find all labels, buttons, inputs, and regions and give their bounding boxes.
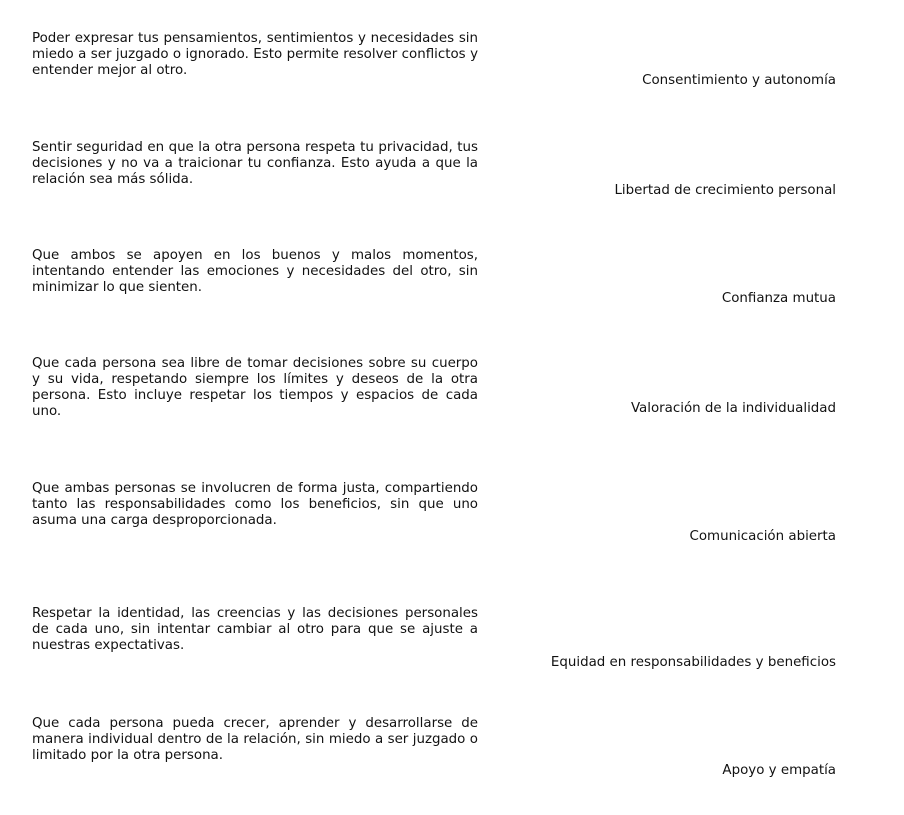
description-1: Poder expresar tus pensamientos, sentimientos y necesidades sin miedo a ser juzgado o ignorado. Esto permite resolver conflictos y entender mejor al otro. <box>32 31 478 78</box>
term-5: Comunicación abierta <box>689 529 836 544</box>
term-7: Apoyo y empatía <box>722 763 836 778</box>
term-3: Confianza mutua <box>721 291 836 306</box>
description-6: Respetar la identidad, las creencias y las decisiones personales de cada uno, sin intentar cambiar al otro para que se ajuste a nuestras expectativas. <box>32 606 478 653</box>
term-4: Valoración de la individualidad <box>630 401 836 416</box>
term-2: Libertad de crecimiento personal <box>614 183 836 198</box>
description-3: Que ambos se apoyen en los buenos y malos momentos, intentando entender las emociones y necesidades del otro, sin minimizar lo que sienten. <box>32 248 478 295</box>
description-4: Que cada persona sea libre de tomar decisiones sobre su cuerpo y su vida, respetando siempre los límites y deseos de la otra persona. Esto incluye respetar los tiempos y espacios de cada uno. <box>32 356 478 419</box>
term-6: Equidad en responsabilidades y beneficios <box>550 655 836 670</box>
description-7: Que cada persona pueda crecer, aprender y desarrollarse de manera individual dentro de la relación, sin miedo a ser juzgado o limitado por la otra persona. <box>32 716 478 763</box>
term-1: Consentimiento y autonomía <box>642 73 836 88</box>
description-2: Sentir seguridad en que la otra persona respeta tu privacidad, tus decisiones y no va a traicionar tu confianza. Esto ayuda a que la relación sea más sólida. <box>32 140 478 187</box>
description-5: Que ambas personas se involucren de forma justa, compartiendo tanto las responsabilidades como los beneficios, sin que uno asuma una carga desproporcionada. <box>32 481 478 528</box>
